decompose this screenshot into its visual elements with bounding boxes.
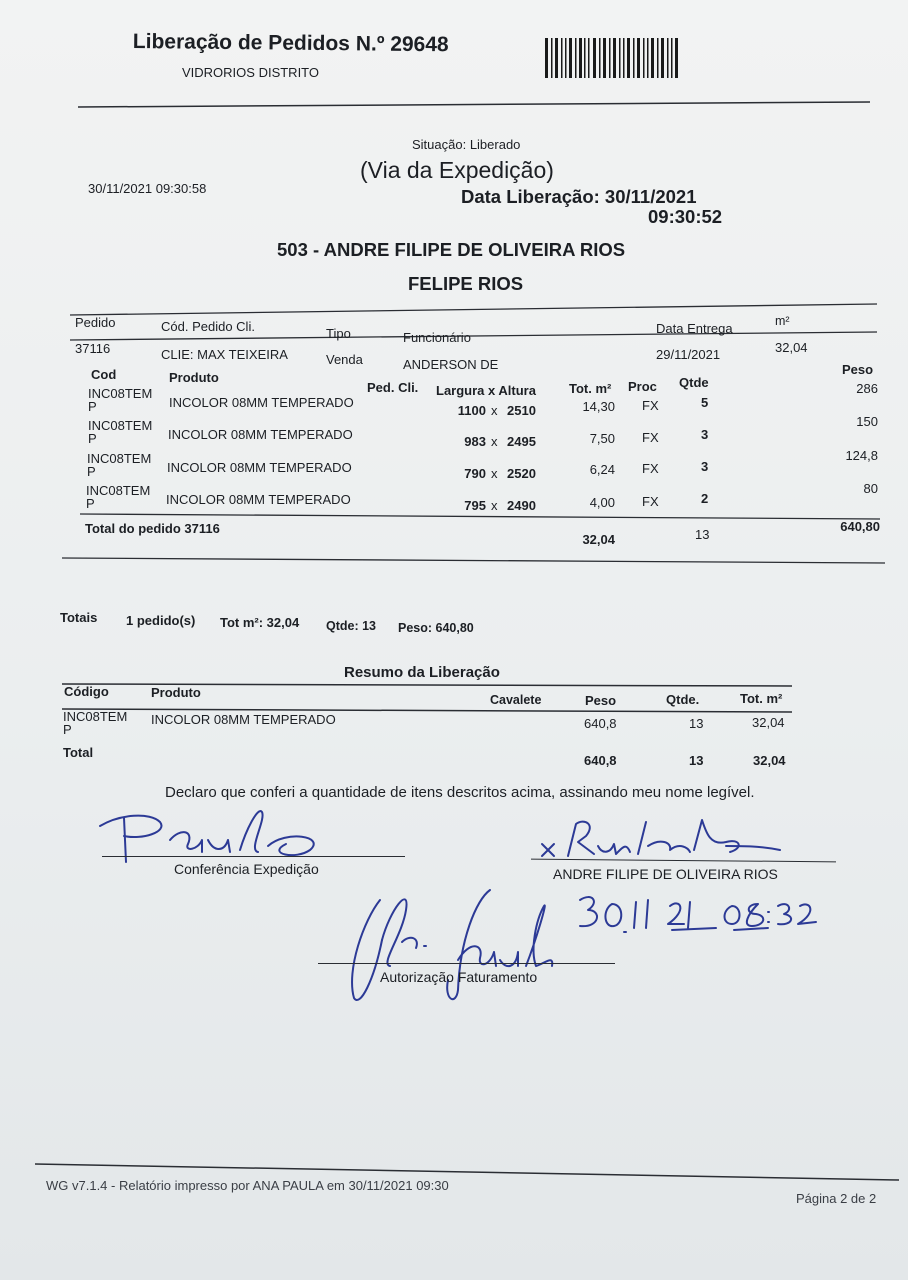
item-header-proc: Proc (628, 379, 657, 394)
signature-label-autorizacao: Autorização Faturamento (380, 969, 538, 985)
declaration-text: Declaro que conferi a quantidade de itens descritos acima, assinando meu nome legível. (165, 784, 755, 801)
order-total-qtde: 13 (695, 527, 710, 542)
document-title: Liberação de Pedidos N.º 29648 (132, 30, 449, 57)
summary-header-tot-m2: Tot. m² (740, 691, 783, 706)
summary-total-peso: 640,8 (584, 753, 617, 768)
item-altura: 2510 (507, 403, 536, 418)
item-cod: INC08TEMP (88, 418, 153, 446)
col-header-data-entrega: Data Entrega (656, 321, 733, 336)
summary-header-qtde: Qtde. (666, 692, 700, 707)
item-peso: 286 (856, 381, 878, 396)
item-qtde: 3 (701, 427, 709, 442)
summary-row-qtde: 13 (689, 716, 704, 731)
release-date: Data Liberação: 30/11/2021 (461, 186, 697, 207)
item-cod: INC08TEMP (86, 483, 151, 511)
summary-row-produto: INCOLOR 08MM TEMPERADO (151, 712, 336, 727)
company-name: VIDRORIOS DISTRITO (182, 65, 319, 80)
summary-header-peso: Peso (585, 693, 617, 708)
signature-line-conferencia (102, 856, 405, 857)
col-header-tipo: Tipo (326, 326, 351, 341)
item-proc: FX (642, 398, 659, 413)
item-header-ped-cli: Ped. Cli. (367, 380, 419, 395)
order-type: Venda (326, 352, 363, 367)
printed-datetime: 30/11/2021 09:30:58 (88, 181, 207, 196)
item-proc: FX (642, 430, 659, 445)
totals-label: Totais (60, 610, 98, 625)
barcode (543, 34, 683, 80)
summary-title: Resumo da Liberação (344, 664, 500, 681)
item-proc: FX (642, 494, 659, 509)
header-rule (0, 95, 908, 135)
order-employee: ANDERSON DE (403, 357, 499, 372)
item-tot-m2: 4,00 (589, 495, 615, 510)
totals-m2: Tot m²: 32,04 (220, 615, 300, 630)
item-qtde: 5 (701, 395, 709, 410)
item-header-qtde: Qtde (679, 375, 709, 390)
item-produto: INCOLOR 08MM TEMPERADO (166, 492, 351, 507)
summary-row-codigo: INC08TEMP (63, 709, 128, 737)
order-client-code: CLIE: MAX TEIXEIRA (161, 347, 288, 362)
item-produto: INCOLOR 08MM TEMPERADO (168, 427, 353, 442)
customer-nickname: FELIPE RIOS (408, 273, 524, 294)
item-cod: INC08TEMP (87, 451, 152, 479)
totals-pedidos: 1 pedido(s) (126, 613, 196, 628)
status-text: Situação: Liberado (412, 137, 521, 152)
item-tot-m2: 7,50 (589, 431, 615, 446)
summary-total-label: Total (63, 745, 94, 760)
item-header-peso: Peso (842, 362, 874, 377)
item-qtde: 3 (701, 459, 709, 474)
item-qtde: 2 (701, 491, 709, 506)
order-m2: 32,04 (775, 340, 808, 355)
order-total-label: Total do pedido 37116 (85, 521, 220, 536)
order-total-peso: 640,80 (840, 519, 880, 534)
summary-header-cavalete: Cavalete (490, 693, 542, 707)
item-header-cod: Cod (91, 367, 117, 382)
document-page: Liberação de Pedidos N.º 29648 VIDRORIOS DISTRITO Situação: Liberado (Via da Expedição) 30/11/2021 09:30:58 Data Liberação: 30/11/2021 09:30:52 503 - ANDRE FILIPE DE OLIVEIRA RIOS FELIPE RIOS Pedido Cód. Pedido Cli. Tipo Funcionário Data Entrega m² 37116 CLIE: MAX TEIXEIRA Venda ANDERSON DE 29/11/2021 32,04 Cod Produto Ped. Cli. Largura x Altura Tot. m² Proc Qtde Peso INC08TEMP INCOLOR 08MM TEMPERADO 1100 x 2510 14,30 FX 5 286 INC08TEMP INCOLOR 08MM TEMPERADO 983 x 2495 7,50 FX 3 150 INC08TEMP INCOLOR 08MM TEMPERADO 790 x 2520 6,24 FX 3 124,8 INC08TEMP INCOLOR 08MM TEMPERADO 795 x 2490 4,00 FX 2 80 Total do pedido 37116 32,04 13 640,80 Totais 1 pedido(s) Tot m²: 32,04 Qtde: 13 Peso: 640,80 Resumo da Liberação Código Produto Cavalete Peso Qtde. Tot. m² INC08TEMP INCOLOR 08MM TEMPERADO 640,8 13 32,04 Total 640,8 13 32,04 Declaro que conferi a quantidade de itens descritos acima, assinando meu nome legível. Conferência Expedição ANDRE FILIPE DE OLIVEIRA RIOS Autorização Faturamento WG v7.1.4 - Relatório impresso por ANA PAULA em 30/11/2021 09:30 Página 2 de 2 (0, 0, 908, 1280)
col-header-pedido: Pedido (75, 315, 116, 330)
summary-total-qtde: 13 (689, 753, 704, 768)
order-number: 37116 (75, 341, 111, 356)
item-produto: INCOLOR 08MM TEMPERADO (169, 395, 354, 410)
item-altura: 2495 (507, 434, 536, 449)
item-tot-m2: 6,24 (589, 462, 615, 477)
signature-label-cliente: ANDRE FILIPE DE OLIVEIRA RIOS (553, 866, 778, 882)
summary-header-codigo: Código (64, 684, 109, 699)
col-header-funcionario: Funcionário (403, 330, 471, 345)
item-altura: 2520 (507, 466, 536, 481)
release-time: 09:30:52 (648, 206, 723, 227)
item-peso: 80 (863, 481, 878, 496)
item-peso: 150 (856, 414, 878, 429)
handwritten-date (572, 890, 822, 938)
item-cod: INC08TEMP (88, 386, 153, 414)
summary-total-tot-m2: 32,04 (753, 753, 786, 768)
item-largura: 983 (464, 434, 486, 449)
item-header-tot-m2: Tot. m² (569, 381, 612, 396)
order-delivery-date: 29/11/2021 (656, 347, 721, 362)
signature-label-conferencia: Conferência Expedição (174, 861, 319, 877)
signature-autorizacao (340, 880, 570, 1010)
totals-qtde: Qtde: 13 (326, 619, 377, 633)
totals-peso: Peso: 640,80 (398, 621, 474, 635)
item-altura: 2490 (507, 498, 536, 513)
item-peso: 124,8 (845, 448, 878, 463)
item-tot-m2: 14,30 (582, 399, 615, 414)
summary-row-peso: 640,8 (584, 716, 617, 731)
signature-line-autorizacao (318, 963, 615, 964)
summary-row-tot-m2: 32,04 (752, 715, 785, 730)
col-header-cod-pedido-cli: Cód. Pedido Cli. (161, 319, 255, 334)
item-largura: 1100 (457, 403, 486, 418)
item-largura: 790 (464, 466, 486, 481)
customer-name: 503 - ANDRE FILIPE DE OLIVEIRA RIOS (277, 239, 626, 260)
item-produto: INCOLOR 08MM TEMPERADO (167, 460, 352, 475)
col-header-m2: m² (775, 314, 790, 328)
item-header-produto: Produto (169, 370, 219, 385)
item-header-largura-altura: Largura x Altura (436, 383, 536, 398)
order-total-m2: 32,04 (582, 532, 615, 547)
signature-conferencia (90, 800, 350, 870)
footer-printed-by: WG v7.1.4 - Relatório impresso por ANA PAULA em 30/11/2021 09:30 (46, 1178, 449, 1193)
summary-header-produto: Produto (151, 685, 201, 700)
copy-type: (Via da Expedição) (360, 157, 554, 183)
item-largura: 795 (464, 498, 486, 513)
footer-page-number: Página 2 de 2 (796, 1191, 877, 1206)
item-proc: FX (642, 461, 659, 476)
